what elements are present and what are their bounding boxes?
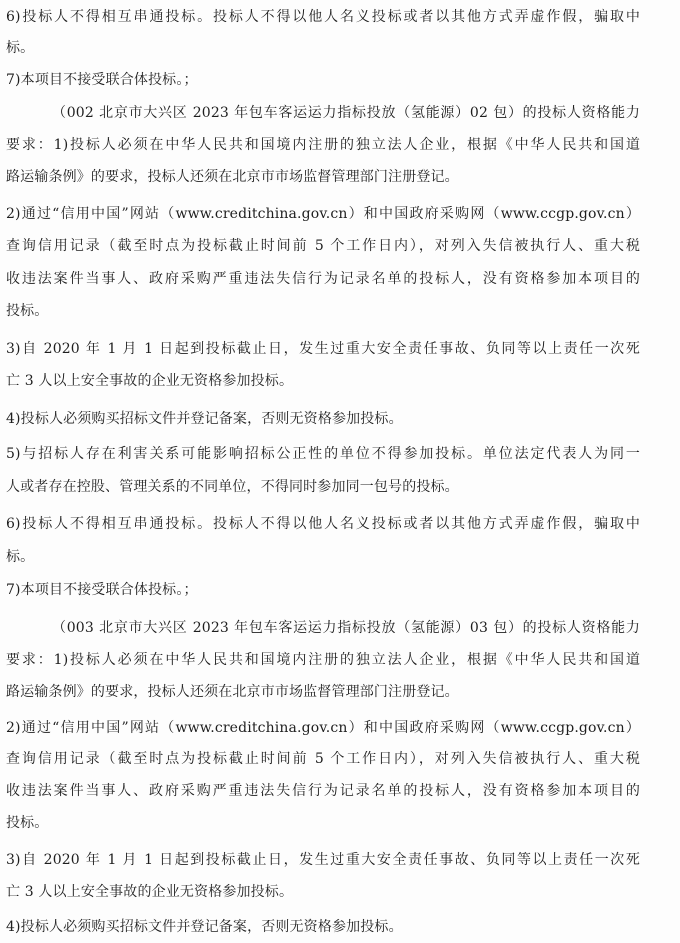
text-line: 2)通过“信用中国”网站（www.creditchina.gov.cn）和中国政府采购网（www.ccgp.gov.cn） — [6, 720, 640, 736]
text-line: 要求：1)投标人必须在中华人民共和国境内注册的独立法人企业，根据《中华人民共和国道 — [6, 137, 640, 153]
text-line: （003 北京市大兴区 2023 年包车客运运力指标投放（氢能源）03 包）的投标人资格能力 — [52, 620, 640, 636]
text-line: 人或者存在控股、管理关系的不同单位，不得同时参加同一包号的投标。 — [6, 479, 459, 495]
text-line: 4)投标人必须购买招标文件并登记备案，否则无资格参加投标。 — [6, 411, 403, 427]
text-line: 7)本项目不接受联合体投标。； — [6, 72, 198, 88]
text-line: 3)自 2020 年 1 月 1 日起到投标截止日，发生过重大安全责任事故、负同等以上责任一次死 — [6, 341, 640, 357]
text-line: 标。 — [6, 549, 35, 565]
text-line: 查询信用记录（截至时点为投标截止时间前 5 个工作日内），对列入失信被执行人、重大税 — [6, 238, 640, 254]
text-line: 3)自 2020 年 1 月 1 日起到投标截止日，发生过重大安全责任事故、负同等以上责任一次死 — [6, 852, 640, 868]
text-line: 亡 3 人以上安全事故的企业无资格参加投标。 — [6, 373, 294, 389]
text-line: 投标。 — [6, 303, 49, 319]
text-line: 标。 — [6, 40, 35, 56]
text-line: 6)投标人不得相互串通投标。投标人不得以他人名义投标或者以其他方式弄虚作假，骗取中 — [6, 516, 640, 532]
text-line: （002 北京市大兴区 2023 年包车客运运力指标投放（氢能源）02 包）的投标人资格能力 — [52, 105, 640, 121]
text-line: 收违法案件当事人、政府采购严重违法失信行为记录名单的投标人，没有资格参加本项目的 — [6, 271, 640, 287]
text-line: 7)本项目不接受联合体投标。； — [6, 582, 198, 598]
text-line: 6)投标人不得相互串通投标。投标人不得以他人名义投标或者以其他方式弄虚作假，骗取中 — [6, 9, 640, 25]
text-line: 投标。 — [6, 815, 49, 831]
text-line: 2)通过“信用中国”网站（www.creditchina.gov.cn）和中国政府采购网（www.ccgp.gov.cn） — [6, 206, 640, 222]
text-line: 5)与招标人存在利害关系可能影响招标公正性的单位不得参加投标。单位法定代表人为同一 — [6, 446, 640, 462]
text-line: 收违法案件当事人、政府采购严重违法失信行为记录名单的投标人，没有资格参加本项目的 — [6, 783, 640, 799]
text-line: 要求：1)投标人必须在中华人民共和国境内注册的独立法人企业，根据《中华人民共和国道 — [6, 652, 640, 668]
text-line: 路运输条例》的要求，投标人还须在北京市市场监督管理部门注册登记。 — [6, 169, 459, 185]
text-line: 4)投标人必须购买招标文件并登记备案，否则无资格参加投标。 — [6, 919, 403, 935]
text-line: 路运输条例》的要求，投标人还须在北京市市场监督管理部门注册登记。 — [6, 684, 459, 700]
text-line: 查询信用记录（截至时点为投标截止时间前 5 个工作日内），对列入失信被执行人、重大税 — [6, 751, 640, 767]
text-line: 亡 3 人以上安全事故的企业无资格参加投标。 — [6, 884, 294, 900]
